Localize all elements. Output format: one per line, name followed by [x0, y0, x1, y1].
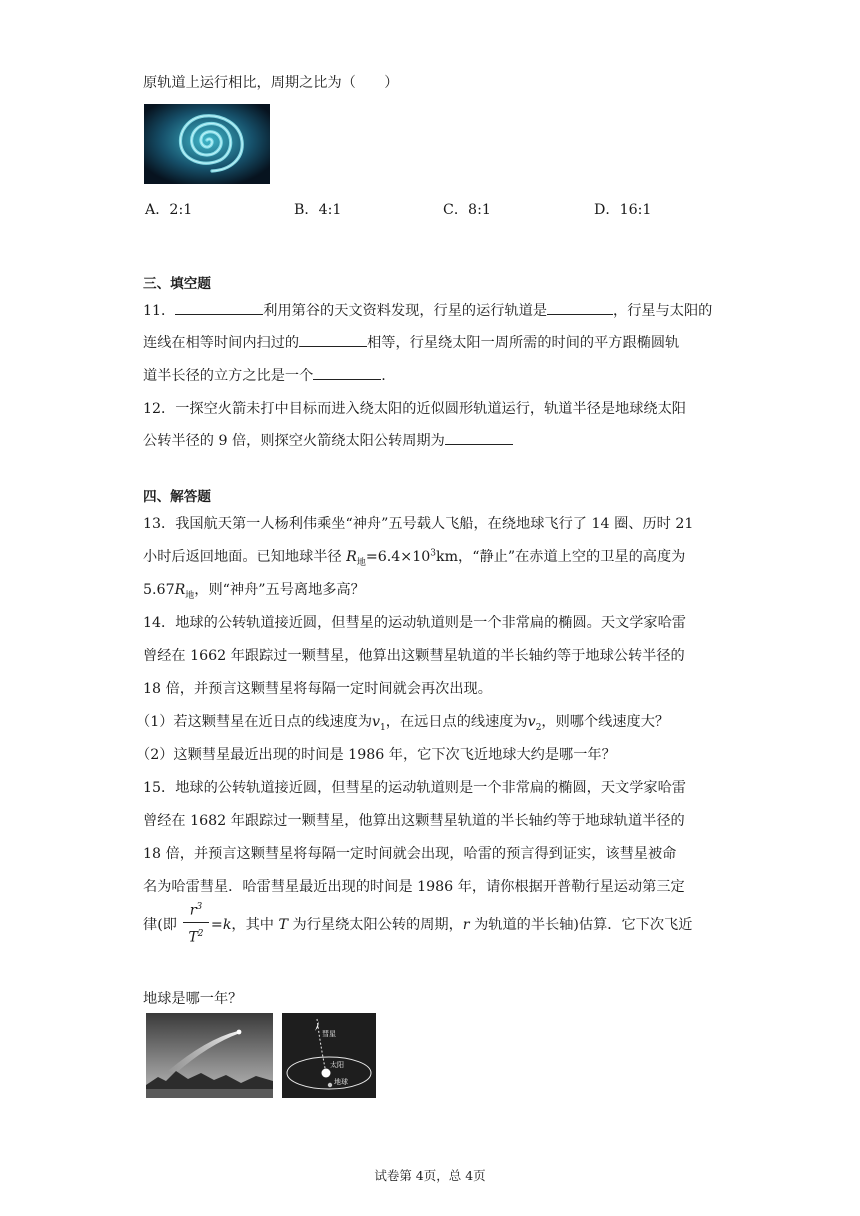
q13-text-b: =6.4×10 — [365, 549, 431, 565]
q13-sub-earth: 地 — [356, 557, 366, 568]
section-title-answer: 四、解答题 — [143, 489, 211, 505]
q14-line-3: 18 倍，并预言这颗彗星将每隔一定时间就会再次出现。 — [143, 681, 492, 697]
q15-symbol-t: T — [278, 917, 288, 933]
q11-text-1: 利用第谷的天文资料发现，行星的运行轨道是 — [263, 303, 548, 319]
q13-text-d: 5.67 — [143, 582, 175, 598]
q13-text-a: 小时后返回地面。已知地球半径 — [143, 549, 342, 565]
q14-sub-2: 2 — [535, 722, 542, 733]
q15-equals: = — [210, 917, 223, 933]
q14-p1-text-b: ，在远日点的线速度为 — [385, 714, 528, 730]
q11-blank-1 — [175, 300, 263, 315]
q14-part-2: （2）这颗彗星最近出现的时间是 1986 年，它下次飞近地球大约是哪一年？ — [136, 747, 616, 763]
fraction-denominator-exp: 2 — [197, 928, 204, 939]
q11-blank-2 — [547, 300, 613, 315]
sun-label: 太阳 — [330, 1061, 344, 1069]
gravitational-wave-spiral-image — [144, 104, 270, 184]
q11-text-2: ，行星与太阳的 — [613, 303, 713, 319]
fraction-numerator: r — [189, 902, 197, 919]
q15-line-1: 15．地球的公转轨道接近圆，但彗星的运动轨道则是一个非常扁的椭圆，天文学家哈雷 — [143, 780, 686, 796]
q14-sub-1: 1 — [380, 722, 386, 733]
q13-text-e: ，则“神舟”五号离地多高？ — [194, 582, 365, 598]
q14-part-1 — [136, 711, 669, 733]
q11-blank-3 — [299, 332, 367, 347]
q15-text-d: 为行星绕太阳公转的周期， — [292, 917, 463, 933]
q15-line-4: 名为哈雷彗星．哈雷彗星最近出现的时间是 1986 年，请你根据开普勒行星运动第三定 — [143, 879, 685, 895]
q13-line-2 — [143, 546, 685, 568]
page-footer: 试卷第 4页，总 4页 — [374, 1168, 486, 1183]
q14-line-1: 14．地球的公转轨道接近圆，但彗星的运动轨道则是一个非常扁的椭圆。天文学家哈雷 — [143, 615, 686, 631]
q12-text: 公转半径的 9 倍，则探空火箭绕太阳公转周期为 — [143, 433, 445, 449]
q15-text-c: ，其中 — [231, 917, 274, 933]
q13-line-3 — [143, 579, 365, 601]
earth-label: 地球 — [334, 1078, 348, 1086]
q15-text-e: 为轨道的半长轴)估算．它下次飞近 — [474, 917, 693, 933]
section-title-fill-in: 三、填空题 — [143, 276, 211, 292]
kepler-fraction — [182, 898, 210, 946]
comet-photo — [146, 1013, 273, 1098]
q15-symbol-r: r — [462, 917, 470, 933]
q11-text-5: 道半长径的立方之比是一个 — [143, 368, 314, 384]
q10-question-tail: 原轨道上运行相比，周期之比为（ ） — [143, 75, 399, 91]
q11-text-3: 连线在相等时间内扫过的 — [143, 335, 300, 351]
q15-line-3: 18 倍，并预言这颗彗星将每隔一定时间就会出现，哈雷的预言得到证实，该彗星被命 — [143, 846, 677, 862]
option-d: D．16:1 — [594, 202, 652, 218]
q15-symbol-k: k — [222, 917, 232, 933]
comet-label: 彗星 — [322, 1030, 336, 1038]
option-b: B．4:1 — [294, 202, 342, 218]
q11-text-6: . — [381, 368, 386, 384]
option-a: A．2:1 — [145, 202, 193, 218]
q11-line-3 — [143, 365, 386, 385]
q13-sub-earth-2: 地 — [185, 590, 195, 601]
q15-text-a: 律(即 — [143, 917, 177, 933]
q11-number: 11． — [143, 303, 176, 319]
q12-blank — [445, 430, 513, 445]
q13-symbol-r-2: R — [174, 582, 186, 598]
q12-line-1: 12．一探空火箭未打中目标而进入绕太阳的近似圆形轨道运行，轨道半径是地球绕太阳 — [143, 401, 686, 417]
q12-line-2 — [143, 430, 513, 450]
q13-symbol-r: R — [346, 549, 357, 565]
q11-line-2 — [143, 332, 679, 352]
fraction-denominator: T — [188, 929, 198, 946]
q13-text-c: km，“静止”在赤道上空的卫星的高度为 — [436, 549, 686, 565]
q13-exponent: 3 — [430, 548, 436, 559]
q15-line-5 — [143, 914, 692, 934]
q15-line-6: 地球是哪一年？ — [143, 991, 243, 1007]
q14-p1-text-c: ，则哪个线速度大？ — [541, 714, 670, 730]
fraction-numerator-exp: 3 — [196, 902, 203, 912]
q14-p1-text-a: （1）若这颗彗星在近日点的线速度为 — [136, 714, 373, 730]
q11-blank-4 — [313, 365, 381, 380]
q15-line-2: 曾经在 1682 年跟踪过一颗彗星，他算出这颗彗星轨道的半长轴约等于地球轨道半径的 — [143, 813, 685, 829]
comet-orbit-diagram — [282, 1013, 376, 1098]
q14-symbol-v1: v — [372, 714, 381, 730]
q13-line-1: 13．我国航天第一人杨利伟乘坐“神舟”五号载人飞船，在绕地球飞行了 14 圈、历时 21 — [143, 516, 694, 532]
option-c: C．8:1 — [443, 202, 491, 218]
q14-symbol-v2: v — [527, 714, 536, 730]
q11-text-4: 相等，行星绕太阳一周所需的时间的平方跟椭圆轨 — [367, 335, 680, 351]
q11-line-1 — [143, 300, 712, 320]
q14-line-2: 曾经在 1662 年跟踪过一颗彗星，他算出这颗彗星轨道的半长轴约等于地球公转半径的 — [143, 648, 685, 664]
